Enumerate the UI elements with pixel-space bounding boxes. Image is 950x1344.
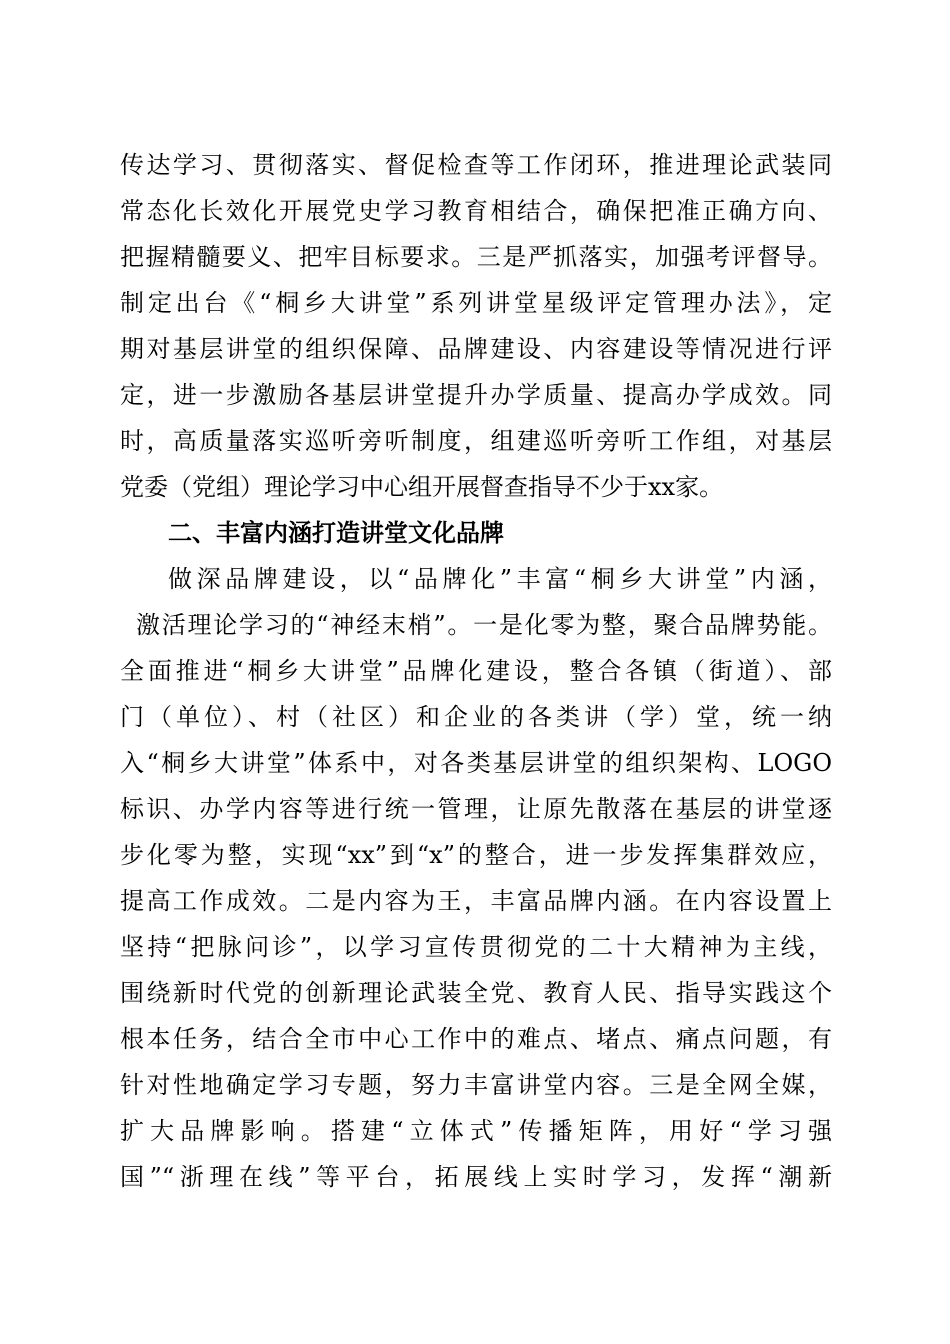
paragraph-2-line-10: 围绕新时代党的创新理论武装全党、教育人民、指导实践这个 [120,979,832,1007]
paragraph-2-line-6: 标识、办学内容等进行统一管理，让原先散落在基层的讲堂逐 [120,795,832,823]
section-heading: 二、丰富内涵打造讲堂文化品牌 [168,519,504,547]
document-body [120,142,832,1200]
paragraph-2-line-14: 国”“浙理在线”等平台，拓展线上实时学习，发挥“潮新 [120,1163,832,1191]
paragraph-2-line-3: 全面推进“桐乡大讲堂”品牌化建设，整合各镇（街道）、部 [120,657,832,685]
paragraph-1-line-2: 常态化长效化开展党史学习教育相结合，确保把准正确方向、 [120,197,832,225]
paragraph-2-line-7: 步化零为整，实现“xx”到“x”的整合，进一步发挥集群效应， [120,841,832,869]
paragraph-2-line-4: 门（单位）、村（社区）和企业的各类讲（学）堂，统一纳 [120,703,832,731]
paragraph-2-line-1: 做深品牌建设，以“品牌化”丰富“桐乡大讲堂”内涵， [168,565,832,593]
paragraph-1-line-8: 党委（党组）理论学习中心组开展督查指导不少于xx家。 [120,473,724,501]
paragraph-2-line-13: 扩大品牌影响。搭建“立体式”传播矩阵，用好“学习强 [120,1117,832,1145]
paragraph-2-line-8: 提高工作成效。二是内容为王，丰富品牌内涵。在内容设置上 [120,887,832,915]
paragraph-1-line-6: 定，进一步激励各基层讲堂提升办学质量、提高办学成效。同 [120,381,832,409]
paragraph-2-line-12: 针对性地确定学习专题，努力丰富讲堂内容。三是全网全媒， [120,1071,832,1099]
paragraph-1-line-3: 把握精髓要义、把牢目标要求。三是严抓落实，加强考评督导。 [120,243,832,271]
paragraph-1-line-1: 传达学习、贯彻落实、督促检查等工作闭环，推进理论武装同 [120,151,832,179]
paragraph-2-line-9: 坚持“把脉问诊”，以学习宣传贯彻党的二十大精神为主线， [120,933,832,961]
paragraph-1-line-5: 期对基层讲堂的组织保障、品牌建设、内容建设等情况进行评 [120,335,832,363]
paragraph-2-line-2: 激活理论学习的“神经末梢”。一是化零为整，聚合品牌势能。 [136,611,832,639]
paragraph-1-line-7: 时，高质量落实巡听旁听制度，组建巡听旁听工作组，对基层 [120,427,832,455]
paragraph-2-line-11: 根本任务，结合全市中心工作中的难点、堵点、痛点问题，有 [120,1025,832,1053]
paragraph-1-line-4: 制定出台《“桐乡大讲堂”系列讲堂星级评定管理办法》，定 [120,289,832,317]
paragraph-2-line-5: 入“桐乡大讲堂”体系中，对各类基层讲堂的组织架构、LOGO [120,749,832,777]
